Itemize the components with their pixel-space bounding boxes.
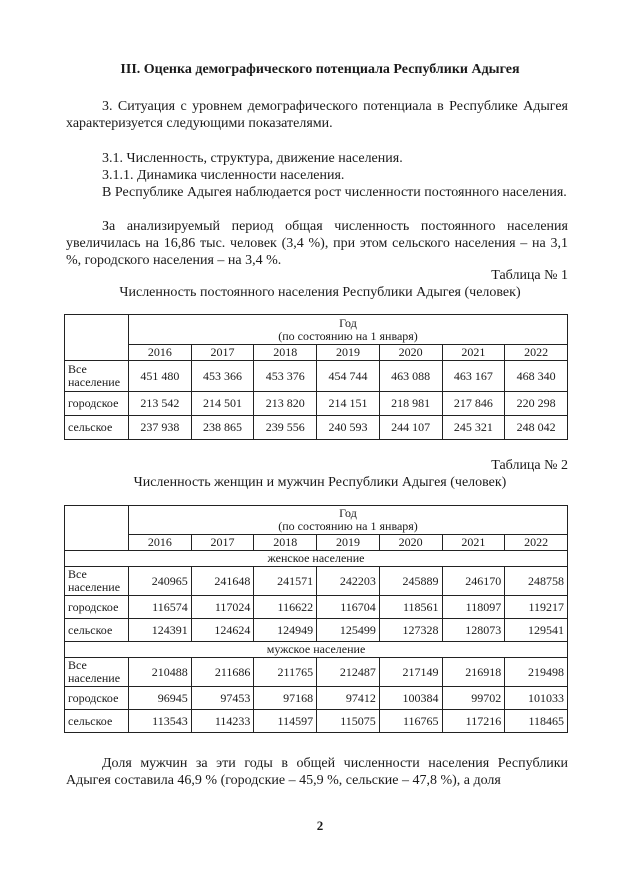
table-row bbox=[65, 710, 568, 733]
row-label: городское bbox=[65, 392, 129, 416]
subsection-3-1: 3.1. Численность, структура, движение населения. bbox=[102, 151, 403, 166]
table-cell: 237 938 bbox=[129, 416, 192, 440]
table2-section-row bbox=[65, 551, 568, 567]
table-cell: 116704 bbox=[317, 596, 380, 619]
table-row bbox=[65, 567, 568, 596]
table2-year-2022: 2022 bbox=[505, 535, 568, 551]
table-cell: 124391 bbox=[129, 619, 192, 642]
table-cell: 128073 bbox=[442, 619, 505, 642]
table-cell: 453 376 bbox=[254, 361, 317, 392]
page-number: 2 bbox=[316, 818, 324, 833]
table-cell: 468 340 bbox=[505, 361, 568, 392]
table-cell: 119217 bbox=[505, 596, 568, 619]
table-cell: 210488 bbox=[129, 658, 192, 687]
table-cell: 118465 bbox=[505, 710, 568, 733]
table1-header-note: (по состоянию на 1 января) bbox=[278, 328, 418, 343]
table-cell: 216918 bbox=[442, 658, 505, 687]
table1-number: Таблица № 1 bbox=[491, 268, 568, 283]
table-cell: 117024 bbox=[191, 596, 254, 619]
table-cell: 463 088 bbox=[379, 361, 442, 392]
table-row bbox=[65, 416, 568, 440]
table1-year-2021: 2021 bbox=[442, 345, 505, 361]
table-row bbox=[65, 658, 568, 687]
table1-header-cell bbox=[129, 315, 568, 345]
table1-year-2018: 2018 bbox=[254, 345, 317, 361]
table-cell: 115075 bbox=[317, 710, 380, 733]
table-cell: 463 167 bbox=[442, 361, 505, 392]
paragraph-growth: В Республике Адыгея наблюдается рост численности постоянного населения. bbox=[102, 185, 567, 200]
table-cell: 242203 bbox=[317, 567, 380, 596]
table-cell: 244 107 bbox=[379, 416, 442, 440]
table2-number: Таблица № 2 bbox=[491, 458, 568, 473]
table-cell: 245 321 bbox=[442, 416, 505, 440]
table-cell: 220 298 bbox=[505, 392, 568, 416]
table-cell: 240965 bbox=[129, 567, 192, 596]
table-cell: 246170 bbox=[442, 567, 505, 596]
table2-year-2020: 2020 bbox=[379, 535, 442, 551]
table-row bbox=[65, 687, 568, 710]
table-cell: 117216 bbox=[442, 710, 505, 733]
table-row bbox=[65, 619, 568, 642]
table-row bbox=[65, 596, 568, 619]
row-label: городское bbox=[65, 596, 129, 619]
table-cell: 97453 bbox=[191, 687, 254, 710]
table2-section-title: мужское население bbox=[65, 642, 568, 658]
table2-header-year: Год bbox=[339, 506, 357, 520]
table-cell: 219498 bbox=[505, 658, 568, 687]
row-label: Все население bbox=[65, 361, 129, 392]
table-cell: 129541 bbox=[505, 619, 568, 642]
row-label: городское bbox=[65, 687, 129, 710]
table-cell: 101033 bbox=[505, 687, 568, 710]
table2-corner-cell bbox=[65, 506, 129, 551]
table2-year-2017: 2017 bbox=[191, 535, 254, 551]
table-cell: 248 042 bbox=[505, 416, 568, 440]
table-cell: 116765 bbox=[379, 710, 442, 733]
table-cell: 239 556 bbox=[254, 416, 317, 440]
table1-title: Численность постоянного населения Республики Адыгея (человек) bbox=[119, 285, 521, 300]
table-cell: 97168 bbox=[254, 687, 317, 710]
row-label: Все население bbox=[65, 658, 129, 687]
table-cell: 118561 bbox=[379, 596, 442, 619]
table-cell: 99702 bbox=[442, 687, 505, 710]
section-heading: III. Оценка демографического потенциала Республики Адыгея bbox=[120, 62, 520, 77]
table2-year-2019: 2019 bbox=[317, 535, 380, 551]
table-cell: 248758 bbox=[505, 567, 568, 596]
table-cell: 453 366 bbox=[191, 361, 254, 392]
table-population bbox=[64, 314, 568, 440]
table-cell: 217149 bbox=[379, 658, 442, 687]
table-cell: 241648 bbox=[191, 567, 254, 596]
table-cell: 454 744 bbox=[317, 361, 380, 392]
table1-header-year: Год bbox=[339, 315, 357, 330]
table-cell: 116622 bbox=[254, 596, 317, 619]
table-cell: 451 480 bbox=[129, 361, 192, 392]
table-cell: 213 820 bbox=[254, 392, 317, 416]
paragraph-male-share: Доля мужчин за эти годы в общей численности населения Республики Адыгея составила 46,9 % (городские – 45,9 %, сельские – 47,8 %), а доля bbox=[66, 756, 568, 788]
table-cell: 214 151 bbox=[317, 392, 380, 416]
table1-year-2017: 2017 bbox=[191, 345, 254, 361]
table2-section-row bbox=[65, 642, 568, 658]
table-cell: 96945 bbox=[129, 687, 192, 710]
table-cell: 118097 bbox=[442, 596, 505, 619]
table2-section-title: женское население bbox=[65, 551, 568, 567]
table-row bbox=[65, 361, 568, 392]
table2-year-2021: 2021 bbox=[442, 535, 505, 551]
table-cell: 213 542 bbox=[129, 392, 192, 416]
table-cell: 114597 bbox=[254, 710, 317, 733]
table-cell: 124949 bbox=[254, 619, 317, 642]
table1-corner-cell bbox=[65, 315, 129, 361]
table2-year-2016: 2016 bbox=[129, 535, 192, 551]
table-cell: 127328 bbox=[379, 619, 442, 642]
subsection-3-1-1: 3.1.1. Динамика численности населения. bbox=[102, 168, 345, 183]
table-cell: 97412 bbox=[317, 687, 380, 710]
row-label: сельское bbox=[65, 619, 129, 642]
row-label: Все население bbox=[65, 567, 129, 596]
row-label: сельское bbox=[65, 710, 129, 733]
table-row bbox=[65, 392, 568, 416]
paragraph-period: За анализируемый период общая численность постоянного населения увеличилась на 16,86 тыс. человек (3,4 %), при этом сельского населения – на 3,1 %, городского населения – на 3,4 %. bbox=[66, 219, 568, 268]
table-gender bbox=[64, 505, 568, 733]
table-cell: 114233 bbox=[191, 710, 254, 733]
table-cell: 211686 bbox=[191, 658, 254, 687]
table-cell: 124624 bbox=[191, 619, 254, 642]
row-label: сельское bbox=[65, 416, 129, 440]
table-cell: 116574 bbox=[129, 596, 192, 619]
table-cell: 211765 bbox=[254, 658, 317, 687]
table2-title: Численность женщин и мужчин Республики Адыгея (человек) bbox=[133, 475, 507, 490]
table2-year-2018: 2018 bbox=[254, 535, 317, 551]
table-cell: 125499 bbox=[317, 619, 380, 642]
table1-year-2022: 2022 bbox=[505, 345, 568, 361]
table-cell: 212487 bbox=[317, 658, 380, 687]
table-cell: 217 846 bbox=[442, 392, 505, 416]
table-cell: 245889 bbox=[379, 567, 442, 596]
table-cell: 240 593 bbox=[317, 416, 380, 440]
table-cell: 238 865 bbox=[191, 416, 254, 440]
table2-header-cell bbox=[129, 506, 568, 535]
paragraph-intro: 3. Ситуация с уровнем демографического потенциала в Республике Адыгея характеризуется следующими показателями. bbox=[66, 99, 568, 131]
table-cell: 113543 bbox=[129, 710, 192, 733]
table1-year-2016: 2016 bbox=[129, 345, 192, 361]
table-cell: 100384 bbox=[379, 687, 442, 710]
table-cell: 241571 bbox=[254, 567, 317, 596]
table1-year-2020: 2020 bbox=[379, 345, 442, 361]
table-cell: 218 981 bbox=[379, 392, 442, 416]
table-cell: 214 501 bbox=[191, 392, 254, 416]
table2-header-note: (по состоянию на 1 января) bbox=[278, 519, 418, 533]
table1-year-2019: 2019 bbox=[317, 345, 380, 361]
